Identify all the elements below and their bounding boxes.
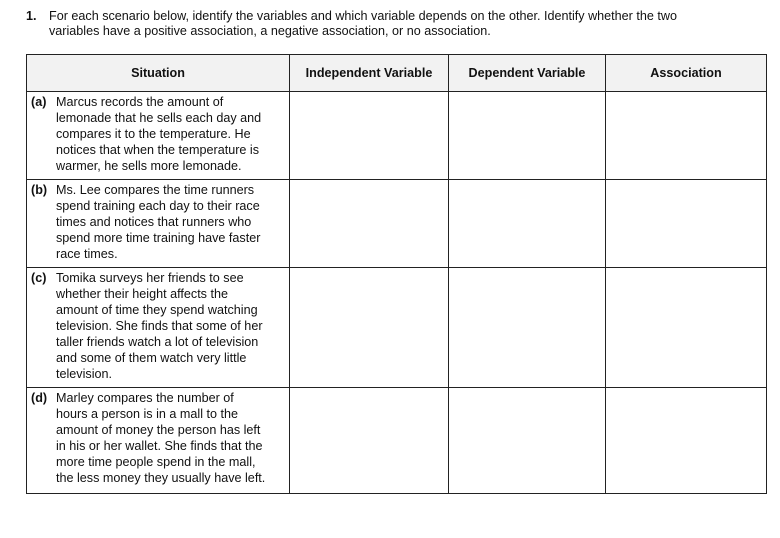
situation-line: lemonade that he sells each day and bbox=[56, 111, 262, 125]
situation-line: television. She finds that some of her bbox=[56, 319, 263, 333]
independent-variable-cell[interactable] bbox=[290, 92, 449, 180]
situation-line: Marley compares the number of bbox=[56, 391, 234, 405]
situation-line: notices that when the temperature is bbox=[56, 143, 260, 157]
dependent-variable-cell[interactable] bbox=[449, 92, 606, 180]
question-line: For each scenario below, identify the variables and which variable depends on the other. Identify whether the two bbox=[49, 9, 677, 23]
situation-line: Tomika surveys her friends to see bbox=[56, 271, 244, 285]
independent-variable-cell[interactable] bbox=[290, 180, 449, 268]
situation-line: and some of them watch very little bbox=[56, 351, 247, 365]
association-cell[interactable] bbox=[606, 180, 767, 268]
question-text bbox=[49, 9, 746, 39]
situation-cell bbox=[27, 268, 290, 388]
situation-line: hours a person is in a mall to the bbox=[56, 407, 239, 421]
situation-line: spend training each day to their race bbox=[56, 199, 260, 213]
association-cell[interactable] bbox=[606, 268, 767, 388]
situation-line: more time people spend in the mall, bbox=[56, 455, 256, 469]
situation-line: warmer, he sells more lemonade. bbox=[56, 159, 242, 173]
scenario-label: (a) bbox=[31, 95, 47, 109]
situation-line: race times. bbox=[56, 247, 118, 261]
question-number: 1. bbox=[26, 9, 37, 23]
header-dependent-variable: Dependent Variable bbox=[449, 55, 606, 92]
header-association: Association bbox=[606, 55, 767, 92]
table-row bbox=[27, 180, 767, 268]
table-row bbox=[27, 92, 767, 180]
question-1 bbox=[26, 9, 746, 39]
scenario-label: (c) bbox=[31, 271, 47, 285]
independent-variable-cell[interactable] bbox=[290, 268, 449, 388]
situation-line: in his or her wallet. She finds that the bbox=[56, 439, 263, 453]
situation-line: Ms. Lee compares the time runners bbox=[56, 183, 255, 197]
situation-cell bbox=[27, 180, 290, 268]
question-line: variables have a positive association, a negative association, or no association. bbox=[49, 24, 491, 38]
header-independent-variable: Independent Variable bbox=[290, 55, 449, 92]
situation-cell bbox=[27, 92, 290, 180]
independent-variable-cell[interactable] bbox=[290, 388, 449, 494]
association-cell[interactable] bbox=[606, 92, 767, 180]
situation-text bbox=[56, 94, 281, 174]
situation-line: the less money they usually have left. bbox=[56, 471, 266, 485]
dependent-variable-cell[interactable] bbox=[449, 388, 606, 494]
table-row bbox=[27, 268, 767, 388]
situation-line: amount of time they spend watching bbox=[56, 303, 258, 317]
situation-line: times and notices that runners who bbox=[56, 215, 252, 229]
association-cell[interactable] bbox=[606, 388, 767, 494]
scenario-label: (d) bbox=[31, 391, 48, 405]
scenario-label: (b) bbox=[31, 183, 48, 197]
situation-line: taller friends watch a lot of television bbox=[56, 335, 259, 349]
header-situation: Situation bbox=[27, 55, 290, 92]
situation-line: television. bbox=[56, 367, 113, 381]
situation-text bbox=[56, 182, 281, 262]
situation-text bbox=[56, 270, 281, 382]
dependent-variable-cell[interactable] bbox=[449, 268, 606, 388]
situation-line: Marcus records the amount of bbox=[56, 95, 224, 109]
situation-text bbox=[56, 390, 281, 486]
scenario-table bbox=[26, 54, 767, 494]
situation-line: whether their height affects the bbox=[56, 287, 228, 301]
situation-line: amount of money the person has left bbox=[56, 423, 261, 437]
situation-line: compares it to the temperature. He bbox=[56, 127, 251, 141]
situation-line: spend more time training have faster bbox=[56, 231, 261, 245]
table-row bbox=[27, 388, 767, 494]
situation-cell bbox=[27, 388, 290, 494]
dependent-variable-cell[interactable] bbox=[449, 180, 606, 268]
